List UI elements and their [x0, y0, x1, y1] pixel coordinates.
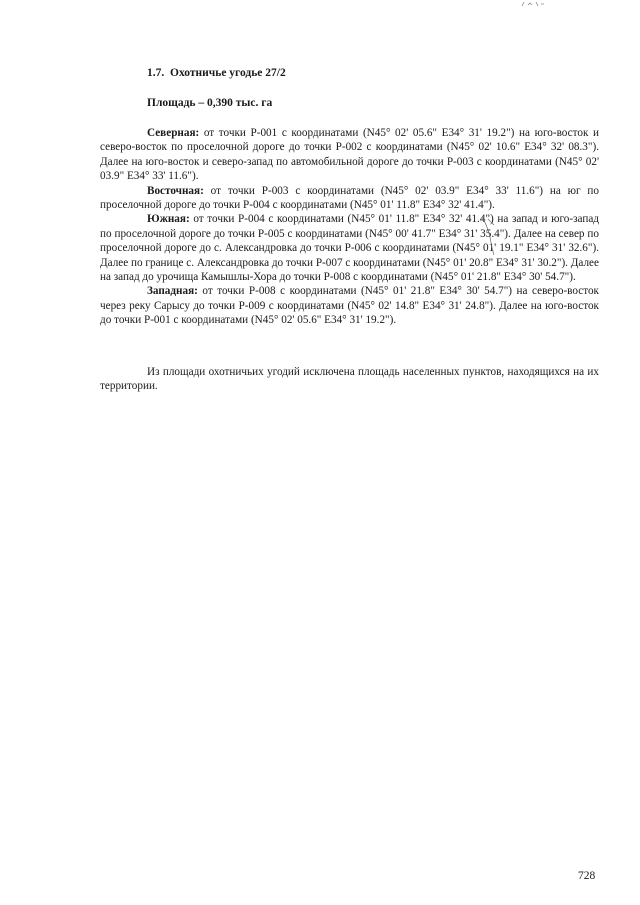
boundaries-block	[100, 126, 599, 328]
exclusion-note: Из площади охотничьих угодий исключена площадь населенных пунктов, находящихся на их территории.	[100, 366, 599, 393]
handwritten-pen-mark	[478, 215, 504, 257]
boundary-west-label: Западная:	[147, 285, 198, 298]
area-line	[147, 97, 272, 109]
boundary-east-label: Восточная:	[147, 184, 204, 197]
area-label: Площадь	[147, 97, 196, 109]
boundary-south	[100, 212, 599, 284]
area-value: – 0,390 тыс. га	[198, 97, 273, 109]
boundary-north-text: от точки Р-001 с координатами (N45° 02' 05.6" E34° 31' 19.2") на юго-восток и северо-восток по проселочной дороге до точки Р-002 с координатами (N45° 02' 10.6" E34° 32' 08.3"). Далее на юго-восток и северо-запад по автомобильной дороге до точки Р-003 с координатами (N45° 02' 03.9" E34° 33' 11.6").	[100, 127, 599, 183]
page-number: 728	[578, 870, 596, 882]
boundary-west-text: от точки Р-008 с координатами (N45° 01' 21.8" E34° 30' 54.7") на северо-восток через реку Сарысу до точки Р-009 с координатами (N45° 02' 14.8" E34° 31' 24.8"). Далее на юго-восток до точки Р-001 с координатами (N45° 02' 05.6" E34° 31' 19.2").	[100, 285, 599, 327]
boundary-east	[100, 184, 599, 213]
boundary-north	[100, 126, 599, 184]
boundary-west	[100, 284, 599, 327]
scan-artifact-mark	[520, 0, 546, 8]
boundary-south-label: Южная:	[147, 213, 190, 226]
boundary-east-text: от точки Р-003 с координатами (N45° 02' 03.9" E34° 33' 11.6") на юг по проселочной дороге до точки Р-004 с координатами (N45° 01' 11.8" E34° 32' 41.4").	[100, 184, 599, 212]
section-number: 1.7.	[147, 67, 165, 79]
section-heading	[147, 67, 286, 79]
boundary-south-text: от точки Р-004 с координатами (N45° 01' 11.8" E34° 32' 41.4") на запад и юго-запад по проселочной дороге до точки Р-005 с координатами (N45° 00' 41.7" E34° 31' 35.4"). Далее на север по проселочной дороге до с. Александровка до точки Р-006 с координатами (N45° 01' 19.1" E34° 31' 32.6"). Далее по границе с. Александровка до точки Р-007 с координатами (N45° 01' 20.8" E34° 31' 30.2"). Далее на запад до урочища Камышлы-Хора до точки Р-008 с координатами (N45° 01' 21.8" E34° 30' 54.7").	[100, 213, 599, 284]
section-title: Охотничье угодье 27/2	[170, 67, 286, 79]
boundary-north-label: Северная:	[147, 127, 200, 139]
